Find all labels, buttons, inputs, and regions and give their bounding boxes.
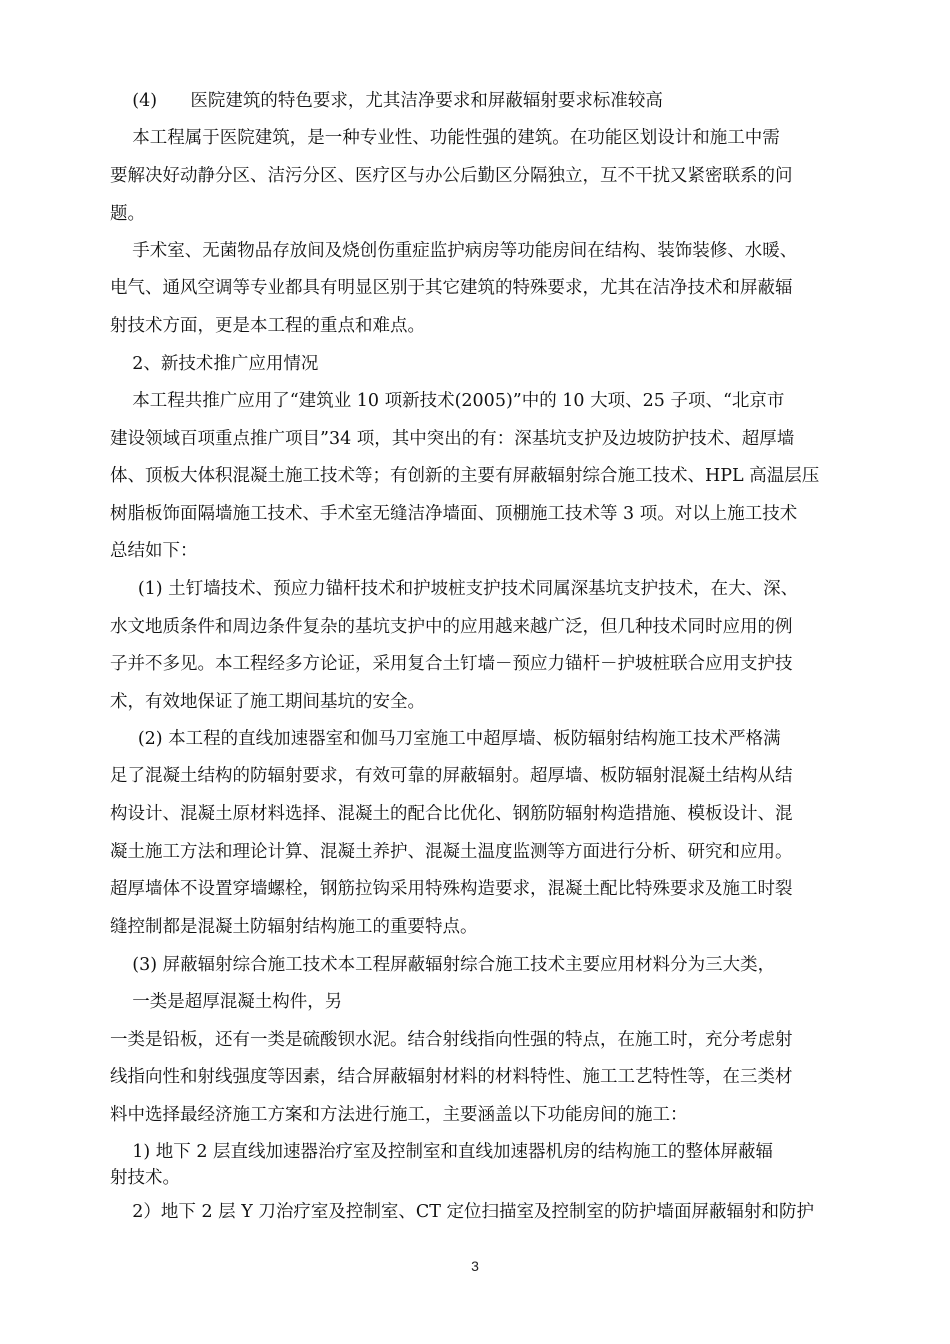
text-line: 要解决好动静分区、洁污分区、医疗区与办公后勤区分隔独立，互不干扰又紧密联系的问 (110, 166, 793, 186)
text-line: 一类是铅板，还有一类是硫酸钡水泥。结合射线指向性强的特点，在施工时，充分考虑射 (110, 1030, 793, 1050)
text-line: 体、顶板大体积混凝土施工技术等；有创新的主要有屏蔽辐射综合施工技术、HPL 高温层压 (110, 466, 820, 486)
text-line: 线指向性和射线强度等因素，结合屏蔽辐射材料的材料特性、施工工艺特性等，在三类材 (110, 1067, 793, 1087)
text-line: (2) 本工程的直线加速器室和伽马刀室施工中超厚墙、板防辐射结构施工技术严格满 (110, 729, 781, 749)
text-line: 手术室、无菌物品存放间及烧创伤重症监护病房等功能房间在结构、装饰装修、水暖、 (110, 241, 798, 261)
text-line: 1) 地下 2 层直线加速器治疗室及控制室和直线加速器机房的结构施工的整体屏蔽辐 (110, 1142, 774, 1162)
text-line: 水文地质条件和周边条件复杂的基坑支护中的应用越来越广泛，但几种技术同时应用的例 (110, 617, 793, 637)
text-line: (1) 土钉墙技术、预应力锚杆技术和护坡桩支护技术同属深基坑支护技术，在大、深、 (110, 579, 799, 599)
text-line: 超厚墙体不设置穿墙螺栓，钢筋拉钩采用特殊构造要求，混凝土配比特殊要求及施工时裂 (110, 879, 793, 899)
text-line: 子并不多见。本工程经多方论证，采用复合土钉墙－预应力锚杆－护坡桩联合应用支护技 (110, 654, 793, 674)
text-line: 本工程共推广应用了“建筑业 10 项新技术(2005)”中的 10 大项、25 子项、“北京市 (110, 391, 785, 411)
text-line: (4) 医院建筑的特色要求，尤其洁净要求和屏蔽辐射要求标准较高 (110, 91, 663, 111)
text-line: (3) 屏蔽辐射综合施工技术本工程屏蔽辐射综合施工技术主要应用材料分为三大类， (110, 955, 776, 975)
text-line: 树脂板饰面隔墙施工技术、手术室无缝洁净墙面、顶棚施工技术等 3 项。对以上施工技术 (110, 504, 798, 524)
text-line: 一类是超厚混凝土构件，另 (110, 992, 343, 1012)
text-line: 射技术方面，更是本工程的重点和难点。 (110, 316, 425, 336)
text-line: 建设领域百项重点推广项目”34 项，其中突出的有：深基坑支护及边坡防护技术、超厚墙 (110, 429, 795, 449)
text-line: 题。 (110, 204, 145, 224)
text-line: 术，有效地保证了施工期间基坑的安全。 (110, 692, 425, 712)
text-line: 2）地下 2 层 Y 刀治疗室及控制室、CT 定位扫描室及控制室的防护墙面屏蔽辐射和防护 (110, 1202, 814, 1222)
text-line: 料中选择最经济施工方案和方法进行施工，主要涵盖以下功能房间的施工： (110, 1105, 688, 1125)
text-line: 缝控制都是混凝土防辐射结构施工的重要特点。 (110, 917, 478, 937)
section-heading: 2、新技术推广应用情况 (110, 354, 319, 374)
text-line: 足了混凝土结构的防辐射要求，有效可靠的屏蔽辐射。超厚墙、板防辐射混凝土结构从结 (110, 766, 793, 786)
text-line: 射技术。 (110, 1168, 180, 1188)
text-line: 本工程属于医院建筑，是一种专业性、功能性强的建筑。在功能区划设计和施工中需 (110, 128, 780, 148)
text-line: 电气、通风空调等专业都具有明显区别于其它建筑的特殊要求，尤其在洁净技术和屏蔽辐 (110, 278, 793, 298)
text-line: 构设计、混凝土原材料选择、混凝土的配合比优化、钢筋防辐射构造措施、模板设计、混 (110, 804, 793, 824)
page-number: 3 (471, 1258, 479, 1274)
text-line: 总结如下： (110, 541, 198, 561)
text-line: 凝土施工方法和理论计算、混凝土养护、混凝土温度监测等方面进行分析、研究和应用。 (110, 842, 793, 862)
